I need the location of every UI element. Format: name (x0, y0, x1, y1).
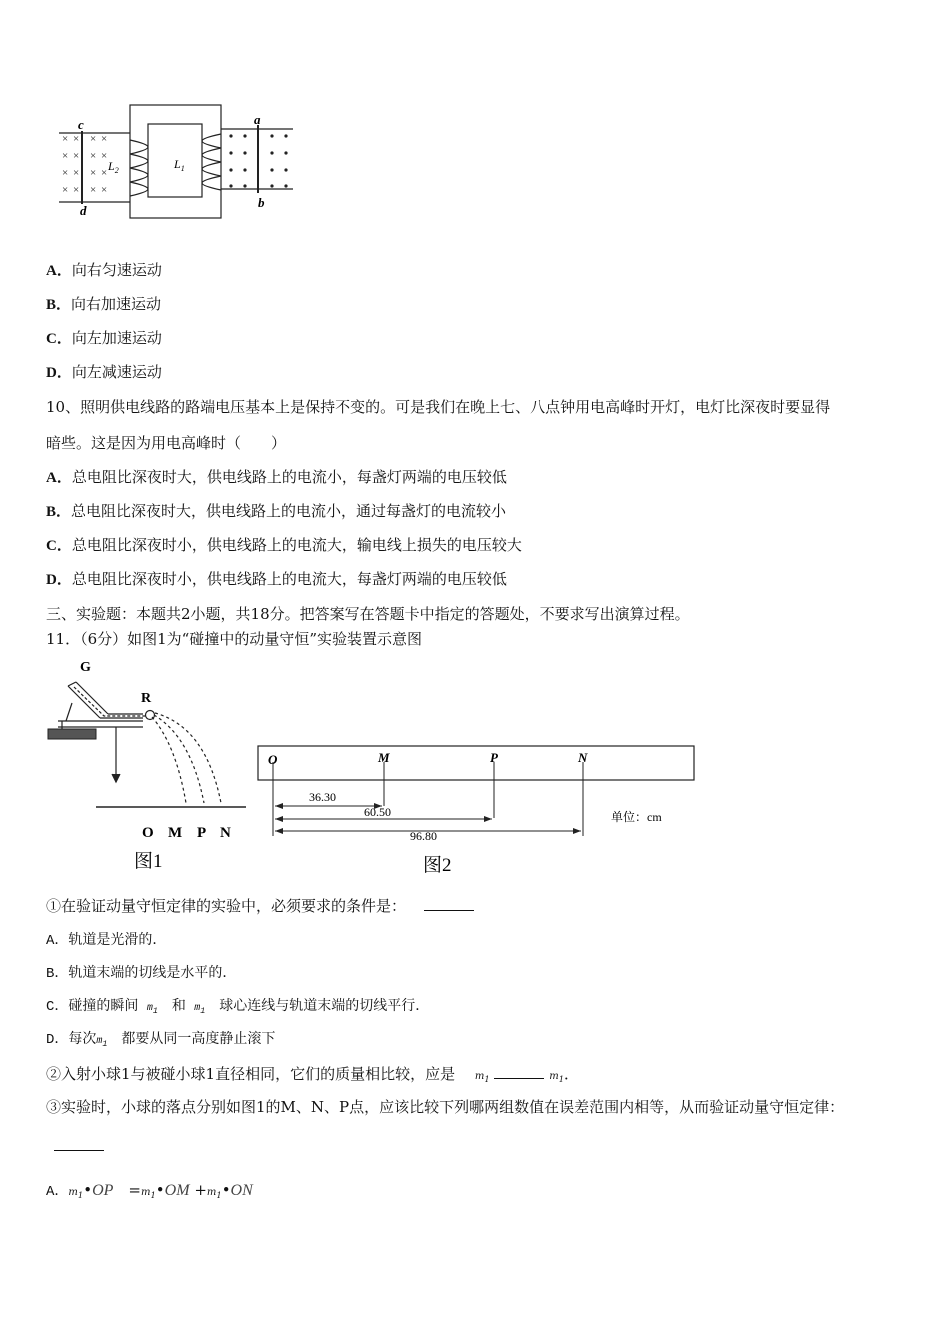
cross-symbol: × (101, 133, 108, 145)
option-text: 总电阻比深夜时大，供电线路上的电流小，每盏灯两端的电压较低 (71, 468, 507, 486)
label-d: d (80, 203, 87, 218)
dot-symbol (243, 168, 246, 171)
cross-symbol: × (62, 133, 69, 145)
cross-symbol: × (90, 150, 97, 162)
svg-text:L1 (173, 157, 185, 173)
m1-symbol: $m_1$ (68, 1187, 84, 1200)
q11-part1-option-c (46, 997, 429, 1021)
q11-part2-text: ②入射小球1与被碰小球1直径相同，它们的质量相比较，应是 (46, 1065, 456, 1083)
dot-symbol (229, 168, 232, 171)
dot-op: • (83, 1181, 93, 1199)
option-c-text-3: 球心连线与轨道末端的切线平行． (219, 999, 430, 1015)
q11-part1-text: ①在验证动量守恒定律的实验中，必须要求的条件是： (46, 897, 407, 915)
q11-title: 11．（6分）如图1为“碰撞中的动量守恒”实验装置示意图 (46, 630, 423, 648)
option-key: B． (46, 297, 72, 313)
dot-om: • (155, 1181, 165, 1199)
label-p: P (490, 750, 498, 765)
figure-2-caption: 图2 (423, 855, 452, 875)
dot-symbol (270, 151, 273, 154)
transformer-figure (50, 98, 300, 223)
answer-blank[interactable] (424, 896, 474, 911)
dot-symbol (270, 168, 273, 171)
svg-text:L2 (107, 159, 119, 175)
dim-op: 60.50 (364, 805, 391, 819)
plus: + (194, 1181, 207, 1199)
label-c: c (78, 117, 84, 132)
cross-symbol: × (62, 167, 69, 179)
option-key: C． (46, 538, 72, 554)
q11-part1-stem (46, 896, 474, 916)
label-b: b (258, 195, 265, 210)
figure-2-measurements (255, 740, 700, 875)
unit-label: 单位：cm (611, 810, 662, 824)
option-key: D． (46, 365, 72, 381)
section-3-heading: 三、实验题：本题共2小题，共18分。把答案写在答题卡中指定的答题处，不要求写出演算过程。 (46, 605, 690, 623)
figure-1-caption: 图1 (134, 851, 163, 870)
q11-part3-option-a (46, 1180, 253, 1205)
cross-symbol: × (101, 184, 108, 196)
label-L1: L (174, 157, 181, 171)
dot-symbol (229, 134, 232, 137)
m-letter: m (68, 1187, 78, 1198)
q10-option-d (46, 569, 507, 590)
q10-option-c (46, 535, 522, 556)
label-m: M (168, 825, 183, 841)
label-m: M (378, 750, 390, 765)
segment-on: ON (230, 1182, 253, 1199)
m2-symbol: $m_1$ (194, 1003, 206, 1016)
label-p: P (197, 825, 207, 841)
label-L2: L (108, 159, 115, 173)
option-c-text-1: C．碰撞的瞬间 (46, 999, 139, 1015)
dot-symbol (243, 151, 246, 154)
option-text: 总电阻比深夜时小，供电线路上的电流大，输电线上损失的电压较大 (71, 536, 522, 554)
m1-symbol: $m_1$ (140, 1187, 156, 1200)
q11-part1-option-d (46, 1030, 275, 1054)
q11-part2-end: ． (564, 1065, 580, 1083)
dot-symbol (284, 184, 287, 187)
q10-stem-line2: 暗些。这是因为用电高峰时（ ） (46, 434, 287, 452)
q10-option-b (46, 501, 506, 522)
m1-symbol: $m_1$ (146, 1003, 158, 1016)
cross-symbol: × (73, 184, 80, 196)
option-text: 向左减速运动 (71, 363, 162, 381)
label-L2-sub: 2 (114, 166, 119, 175)
option-text: 向右匀速运动 (71, 261, 162, 279)
dot-symbol (284, 168, 287, 171)
cross-symbol: × (101, 167, 108, 179)
option-key: C． (46, 331, 72, 347)
q11-part2 (46, 1064, 579, 1089)
label-o: O (268, 752, 278, 767)
option-c-text-2: 和 (171, 999, 186, 1015)
coil-L1 (202, 134, 221, 190)
m2-symbol: $m_1$ (549, 1071, 565, 1084)
q9-option-c (46, 328, 162, 349)
option-text: 总电阻比深夜时小，供电线路上的电流大，每盏灯两端的电压较低 (71, 570, 507, 588)
option-d-text-2: 都要从同一高度静止滚下 (121, 1032, 276, 1048)
cross-symbol: × (90, 184, 97, 196)
answer-blank[interactable] (54, 1150, 104, 1151)
dot-symbol (243, 134, 246, 137)
label-n: N (578, 750, 588, 765)
option-text: 向左加速运动 (71, 329, 162, 347)
cross-symbol: × (62, 184, 69, 196)
m2-symbol: $m_1$ (206, 1187, 222, 1200)
q10-option-a (46, 467, 507, 488)
option-text: 总电阻比深夜时大，供电线路上的电流小，通过每盏灯的电流较小 (71, 502, 507, 520)
cross-symbol: × (90, 133, 97, 145)
label-g: G (80, 660, 91, 675)
dot-symbol (243, 184, 246, 187)
q9-option-a (46, 260, 162, 281)
dot-symbol (270, 134, 273, 137)
dim-on: 96.80 (410, 829, 437, 843)
label-o: O (142, 825, 154, 841)
cross-symbol: × (90, 167, 97, 179)
q11-part1-option-b: B．轨道末端的切线是水平的． (46, 966, 237, 982)
label-r: R (141, 691, 152, 706)
dot-symbol (284, 134, 287, 137)
label-a: a (254, 112, 261, 127)
ruler-bar (258, 746, 694, 780)
answer-blank[interactable] (494, 1064, 544, 1079)
figure-1-apparatus (46, 655, 251, 870)
base-block (48, 729, 96, 739)
q10-stem-line1: 10、照明供电线路的路端电压基本上是保持不变的。可是我们在晚上七、八点钟用电高峰时开灯，电灯比深夜时要显得 (46, 398, 831, 416)
m1-symbol: $m_1$ (96, 1036, 108, 1049)
cross-symbol: × (73, 133, 80, 145)
segment-om: OM (164, 1182, 190, 1199)
segment-op: OP (92, 1182, 114, 1199)
cross-symbol: × (62, 150, 69, 162)
dot-symbol (270, 184, 273, 187)
label-L1-sub: 1 (180, 164, 185, 173)
label-n: N (220, 825, 231, 841)
magnetic-field-into-page (62, 133, 107, 196)
m1-symbol: $m_1$ (474, 1071, 490, 1084)
dot-symbol (229, 151, 232, 154)
dot-on: • (221, 1181, 231, 1199)
option-key: D． (46, 572, 72, 588)
cross-symbol: × (73, 150, 80, 162)
q9-option-d (46, 362, 162, 383)
option-d-text-1: D．每次 (46, 1032, 97, 1048)
option-key: A． (46, 470, 72, 486)
q11-part1-option-a: A．轨道是光滑的． (46, 933, 167, 949)
dot-symbol (229, 184, 232, 187)
cross-symbol: × (101, 150, 108, 162)
option-key: B． (46, 504, 72, 520)
coil-L2 (130, 140, 148, 196)
cross-symbol: × (73, 167, 80, 179)
q11-part3-stem: ③实验时，小球的落点分别如图1的M、N、P点，应该比较下列哪两组数值在误差范围内相等，从而验证动量守恒定律： (46, 1098, 845, 1116)
option-key: A． (46, 1184, 69, 1200)
dim-om: 36.30 (309, 790, 336, 804)
option-key: A． (46, 263, 72, 279)
equals: = (128, 1181, 141, 1199)
option-text: 向右加速运动 (71, 295, 162, 313)
dot-symbol (284, 151, 287, 154)
q9-option-b (46, 294, 161, 315)
